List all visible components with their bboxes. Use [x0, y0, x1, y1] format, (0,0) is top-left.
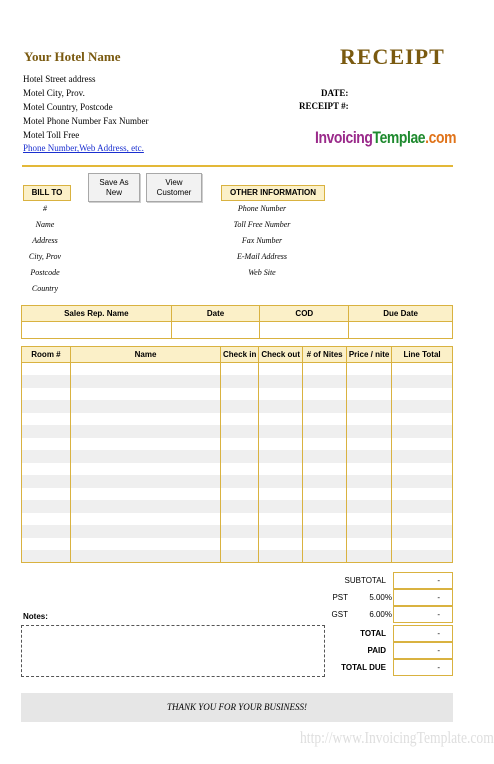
total-label: TOTAL [360, 629, 386, 638]
table-cell[interactable] [70, 538, 220, 551]
table-cell[interactable] [303, 375, 347, 388]
table-row [22, 375, 453, 388]
table-cell[interactable] [347, 413, 392, 426]
button-label: Save As [99, 177, 129, 187]
table-row [22, 538, 453, 551]
table-cell[interactable] [221, 463, 259, 476]
bill-to-field-city: City, Prov [28, 252, 62, 261]
due-date-header: Due Date [349, 306, 453, 322]
table-cell[interactable] [70, 450, 220, 463]
thank-you-message: THANK YOU FOR YOUR BUSINESS! [21, 693, 453, 722]
logo-part: Invoicing [315, 128, 373, 147]
name-header: Name [70, 347, 220, 363]
table-cell[interactable] [392, 450, 453, 463]
due-date-cell[interactable] [349, 322, 453, 339]
table-cell[interactable] [303, 475, 347, 488]
items-table [21, 346, 453, 563]
table-cell[interactable] [70, 388, 220, 401]
gst-rate[interactable]: 6.00% [369, 610, 392, 619]
table-cell[interactable] [303, 400, 347, 413]
table-cell[interactable] [221, 500, 259, 513]
check-out-header: Check out [259, 347, 303, 363]
table-row [22, 438, 453, 451]
table-cell[interactable] [221, 363, 259, 376]
table-cell[interactable] [392, 513, 453, 526]
table-cell[interactable] [347, 438, 392, 451]
address-line: Motel City, Prov. [23, 88, 85, 98]
table-cell[interactable] [221, 550, 259, 563]
bill-to-field-address: Address [32, 236, 58, 245]
table-cell[interactable] [259, 438, 303, 451]
table-cell[interactable] [303, 550, 347, 563]
button-label: View [165, 177, 183, 187]
table-cell[interactable] [259, 413, 303, 426]
table-cell[interactable] [70, 475, 220, 488]
total-value: - [393, 625, 453, 642]
check-in-header: Check in [221, 347, 259, 363]
table-cell[interactable] [221, 400, 259, 413]
table-cell[interactable] [392, 425, 453, 438]
bill-to-field-country: Country [31, 284, 59, 293]
table-cell[interactable] [259, 363, 303, 376]
table-cell[interactable] [347, 538, 392, 551]
header-divider [22, 165, 453, 167]
table-cell[interactable] [22, 388, 71, 401]
table-cell[interactable] [221, 513, 259, 526]
table-cell[interactable] [259, 488, 303, 501]
table-cell[interactable] [303, 513, 347, 526]
table-cell[interactable] [70, 438, 220, 451]
table-cell[interactable] [392, 375, 453, 388]
table-row [22, 363, 453, 376]
table-cell[interactable] [22, 500, 71, 513]
cod-cell[interactable] [260, 322, 349, 339]
table-cell[interactable] [347, 425, 392, 438]
table-cell[interactable] [70, 525, 220, 538]
table-cell[interactable] [70, 425, 220, 438]
table-cell[interactable] [259, 500, 303, 513]
table-cell[interactable] [221, 525, 259, 538]
table-cell[interactable] [22, 438, 71, 451]
table-cell[interactable] [303, 363, 347, 376]
table-cell[interactable] [347, 450, 392, 463]
table-cell[interactable] [221, 375, 259, 388]
bill-to-field-number: # [43, 204, 47, 213]
paid-value[interactable]: - [393, 642, 453, 659]
subtotal-label: SUBTOTAL [344, 576, 386, 585]
other-info-phone: Phone Number [237, 204, 287, 213]
table-cell[interactable] [303, 413, 347, 426]
cod-header: COD [260, 306, 349, 322]
table-cell[interactable] [70, 500, 220, 513]
table-cell[interactable] [303, 500, 347, 513]
table-cell[interactable] [259, 525, 303, 538]
table-cell[interactable] [70, 463, 220, 476]
room-number-header: Room # [22, 347, 71, 363]
bill-to-field-postcode: Postcode [30, 268, 60, 277]
table-cell[interactable] [259, 550, 303, 563]
table-cell[interactable] [392, 438, 453, 451]
notes-input[interactable] [21, 625, 325, 677]
table-row [22, 500, 453, 513]
table-cell[interactable] [259, 475, 303, 488]
table-cell[interactable] [22, 450, 71, 463]
table-cell[interactable] [347, 463, 392, 476]
table-cell[interactable] [392, 488, 453, 501]
table-cell[interactable] [303, 438, 347, 451]
table-cell[interactable] [347, 500, 392, 513]
sales-rep-header: Sales Rep. Name [22, 306, 172, 322]
table-cell[interactable] [22, 425, 71, 438]
view-customer-button[interactable] [146, 173, 202, 202]
table-cell[interactable] [22, 413, 71, 426]
table-cell[interactable] [392, 525, 453, 538]
table-cell[interactable] [221, 388, 259, 401]
sales-info-table [21, 305, 453, 339]
table-cell[interactable] [70, 400, 220, 413]
table-cell[interactable] [303, 488, 347, 501]
table-row [22, 413, 453, 426]
notes-label: Notes: [23, 612, 48, 621]
receipt-number-label: RECEIPT #: [299, 101, 349, 111]
table-cell[interactable] [392, 500, 453, 513]
table-row [22, 550, 453, 563]
table-cell[interactable] [347, 475, 392, 488]
total-due-value: - [393, 659, 453, 676]
watermark: http://www.InvoicingTemplate.com [300, 728, 494, 747]
table-cell[interactable] [70, 375, 220, 388]
address-line: Hotel Street address [23, 74, 96, 84]
nites-header: # of Nites [303, 347, 347, 363]
table-cell[interactable] [303, 425, 347, 438]
table-cell[interactable] [392, 413, 453, 426]
date-label: DATE: [321, 88, 349, 98]
table-cell[interactable] [259, 388, 303, 401]
table-row [22, 463, 453, 476]
address-line: Motel Toll Free [23, 130, 80, 140]
subtotal-value: - [393, 572, 453, 589]
total-due-label: TOTAL DUE [341, 663, 386, 672]
table-cell[interactable] [70, 550, 220, 563]
table-cell[interactable] [70, 513, 220, 526]
table-cell[interactable] [392, 550, 453, 563]
other-info-toll-free: Toll Free Number [233, 220, 291, 229]
gst-value: - [393, 606, 453, 623]
table-cell[interactable] [392, 475, 453, 488]
button-label: Customer [156, 187, 192, 197]
pst-rate[interactable]: 5.00% [369, 593, 392, 602]
table-cell[interactable] [70, 363, 220, 376]
table-cell[interactable] [221, 475, 259, 488]
button-label: New [105, 187, 122, 197]
table-cell[interactable] [303, 450, 347, 463]
gst-label: GST [331, 610, 348, 619]
table-cell[interactable] [259, 400, 303, 413]
table-row [22, 425, 453, 438]
table-cell[interactable] [22, 400, 71, 413]
table-row [22, 400, 453, 413]
table-cell[interactable] [70, 488, 220, 501]
table-cell[interactable] [347, 488, 392, 501]
table-row [22, 513, 453, 526]
table-cell[interactable] [259, 513, 303, 526]
table-cell[interactable] [22, 463, 71, 476]
table-cell[interactable] [221, 425, 259, 438]
table-row [22, 525, 453, 538]
address-line: Motel Phone Number Fax Number [23, 116, 149, 126]
table-cell[interactable] [392, 388, 453, 401]
table-cell[interactable] [259, 375, 303, 388]
other-info-website: Web Site [248, 268, 276, 277]
table-cell[interactable] [347, 363, 392, 376]
table-cell[interactable] [303, 463, 347, 476]
bill-to-field-name: Name [35, 220, 55, 229]
table-row [22, 388, 453, 401]
table-cell[interactable] [347, 525, 392, 538]
paid-label: PAID [367, 646, 386, 655]
table-cell[interactable] [22, 513, 71, 526]
receipt-title: RECEIPT [340, 44, 445, 69]
table-cell[interactable] [221, 488, 259, 501]
table-cell[interactable] [22, 538, 71, 551]
table-cell[interactable] [22, 375, 71, 388]
item-rows [22, 363, 453, 563]
other-info-email: E-Mail Address [237, 252, 287, 261]
other-info-fax: Fax Number [241, 236, 283, 245]
pst-value: - [393, 589, 453, 606]
table-cell[interactable] [347, 388, 392, 401]
contact-link[interactable]: Phone Number,Web Address, etc. [23, 143, 144, 153]
table-cell[interactable] [303, 525, 347, 538]
table-cell[interactable] [221, 438, 259, 451]
table-cell[interactable] [22, 363, 71, 376]
table-row [22, 488, 453, 501]
price-per-nite-header: Price / nite [347, 347, 392, 363]
invoicing-template-logo [315, 128, 456, 148]
table-cell[interactable] [221, 538, 259, 551]
table-cell[interactable] [259, 450, 303, 463]
table-cell[interactable] [347, 375, 392, 388]
table-cell[interactable] [347, 513, 392, 526]
table-cell[interactable] [221, 413, 259, 426]
table-cell[interactable] [70, 413, 220, 426]
hotel-name: Your Hotel Name [24, 49, 121, 64]
address-line: Motel Country, Postcode [23, 102, 113, 112]
table-row [22, 475, 453, 488]
table-row [22, 450, 453, 463]
logo-part: .com [425, 128, 457, 147]
table-cell[interactable] [347, 550, 392, 563]
table-cell[interactable] [259, 538, 303, 551]
table-cell[interactable] [347, 400, 392, 413]
table-cell[interactable] [392, 363, 453, 376]
table-cell[interactable] [259, 425, 303, 438]
date-header: Date [171, 306, 260, 322]
table-cell[interactable] [22, 550, 71, 563]
other-information-tag: OTHER INFORMATION [221, 185, 325, 201]
table-cell[interactable] [22, 488, 71, 501]
table-cell[interactable] [303, 538, 347, 551]
table-cell[interactable] [392, 400, 453, 413]
table-cell[interactable] [22, 525, 71, 538]
save-as-new-button[interactable] [88, 173, 140, 202]
line-total-header: Line Total [392, 347, 453, 363]
table-cell[interactable] [392, 538, 453, 551]
bill-to-tag: BILL TO [23, 185, 71, 201]
table-cell[interactable] [259, 463, 303, 476]
date-cell[interactable] [171, 322, 260, 339]
table-cell[interactable] [303, 388, 347, 401]
sales-rep-cell[interactable] [22, 322, 172, 339]
table-cell[interactable] [221, 450, 259, 463]
logo-part: Templae [372, 128, 426, 147]
table-cell[interactable] [392, 463, 453, 476]
pst-label: PST [332, 593, 348, 602]
table-cell[interactable] [22, 475, 71, 488]
